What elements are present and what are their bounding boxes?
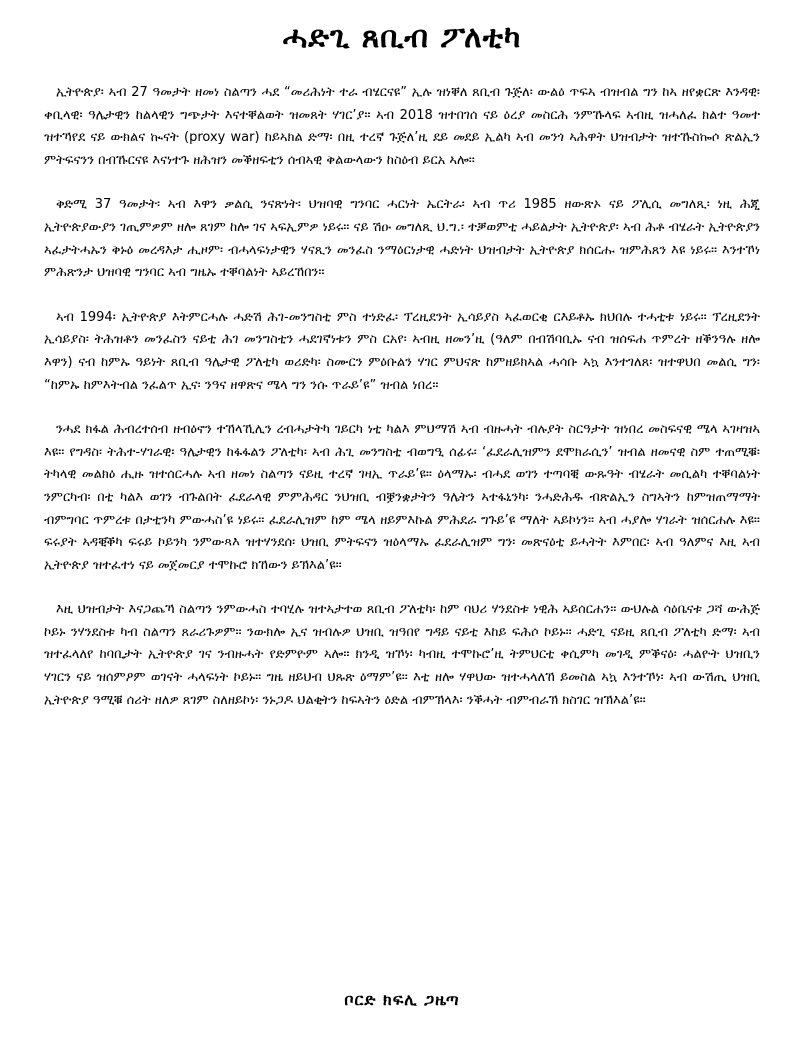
paragraph-5: እዚ ህዝብታት እናጋጨኻ ስልጣን ንምውሓስ ተባሂሉ ዝተኣታተወ ጸቢብ ፖለቲካ፡ ከም ባህሪ ሃንደስቱ ነዊሕ ኣይሰርሐን። ውህሉል ሳዕቤናቱ ጋሻ ውሕጅ ኮይኑ ንሃንደስቱ ካብ ስልጣን ጸራሪጉዎም። ንውክሎ ኢና ዝብሉዎ ህዝቢ ዝዓበየ ግዳይ ናይቲ እከይ ፍሕሶ ኮይኑ። ሓድጊ ናይዚ ጸቢብ ፖለቲካ ድማ፡ ኣብ ዝተፈላለየ ከባቢታት ኢትዮጵያ ገና ንብዙሓት የድምዮም ኣሎ። ክንዲ ዝኾነ፡ ካብዚ ተሞኩሮ’ዚ ትምህርቲ ቀሲምካ መገዲ ምቕናዕ፡ ሓልዮት ህዝቢን ሃገርን ናይ ዝሰምዖም ወገናት ሓላፍነት ኮይኑ። ግዜ ዘይህብ ህጹጽ ዕማም’ዩ። እቲ ዘሎ ሃዋህው ዝተሓላለኸ ይመስል ኣኳ እንተኾነ፡ ኣብ ውሽጢ ህዝቢ ኢትዮጵያ ዓሚቑ ሰሪት ዘለዎ ጸገም ስለዘይኮነ፡ ንኑጋዶ ህልቂትን ከፍኣትን ዕድል ብምኽላእ፡ ንቕሓት ብምብራኽ ክስገር ዝኽእል’ዩ። xyxy=(44,602,760,708)
paragraph-1: ኢትዮጵያ፡ ኣብ 27 ዓመታት ዘመነ ስልጣን ሓደ “መሪሕነት ተራ ብሄርናዩ” ኢሉ ዝነቐለ ጸቢብ ጉጅለ፡ ውልዕ ጥፍኣ ብዝብል ግን ከኣ ዘየቋርጽ እንዳዊ፡ ቀቢላዊ፡ ዓሌታዊን ከልላዊን ግጭታት እናተቐልወት ዝመጸት ሃገር’ያ። ኣብ 2018 ዝተበገሰ ናይ ዕረያ መስርሕ ንምኹላፍ ኣብዚ ዝሓለፈ ክልተ ዓመተ ዝተኻየደ ናይ ውክልና ኲናት (proxy war) ከይኣክል ድማ፡ በዚ ተረኛ ጉጅለ’ዚ ደይ መደይ ኢልካ ኣብ መንጎ ኣሕዋት ህዝብታት ዝተኹስኰሶ ጽልኢን ምትፍናንን በብኹርናዩ እናነተጉ ዘሕዝን መቕዘፍቲን ሰብኣዊ ቅልውላውን ከስዕብ ይርአ ኣሎ። xyxy=(44,85,760,168)
paragraph-4: ንሓደ ክፋል ሕብረተሰብ ዘብዕኖን ተኸላኺሊን ረብሓታትካ ገይርካ ነቲ ካልእ ምህማሽ ኣብ ብዙሓት ብሉያት ስርዓታት ዝነበረ መስፍናዊ ሜላ ኣገዛዝኣ እዩ። የግዳስ፡ ትሕተ-ሃገራዊ፡ ዓሌታዊን ከፋፋልን ፖለቲካ፡ ኣብ ሕጊ መንግስቲ ብወግዒ ሰፊሩ፡ ‘ፈደራሊዝምን ደሞክራሲን’ ዝብል ዘመናዊ ስም ተጠሚቑ፡ ትካላዊ መልክዕ ሒዙ ዝተሰርሓሉ ኣብ ዘመነ ስልጣን ናይዚ ተረኛ ገዛኢ ጥራይ’ዩ። ዕላማኡ፡ ብሓደ ወገን ተጣባቒ ውጹዓት ብሄራት መሲልካ ተቐባልነት ንምርካብ፡ በቲ ካልእ ወገን ብጉልበት ፈደራላዊ ምምሕዳር ንህዝቢ ብቛንቋታትን ዓሌትን ኣተፋኒንካ፡ ንሓድሕዱ ብጽልኢን ስግኣትን ከምዝጠማማት ብምግባር ጥምረቱ በታቲንካ ምውሓስ’ዩ ነይሩ። ፈደራሊዝም ከም ሜላ ዘይምእኩል ምሕደራ ግጉይ’ዩ ማለት ኣይኮነን። ኣብ ሓያሎ ሃገራት ዝሰርሐሉ እዩ። ፍሩያት ኣዳቒቕካ ፍሩይ ኮይንካ ንምውጻእ ዝተሃንደሰ፡ ህዝቢ ምትፍናን ዝዕላማኡ ፈደራሊዝም ግን፡ መጽናዕቲ ይሓትት እምበር፡ ኣብ ዓለምና እዚ ኣብ ኢትዮጵያ ዝተፈተነ ናይ መጀመርያ ተሞኩሮ ክኸውን ይኽእል’ዩ። xyxy=(44,422,760,573)
document-page xyxy=(44,0,760,1038)
signature: ቦርድ ክፍሊ ጋዜጣ xyxy=(344,990,460,1009)
paragraph-2: ቅድሚ 37 ዓመታት፡ ኣብ እዋን ቃልሲ ንናጽነት፡ ህዝባዊ ግንባር ሓርነት ኤርትራ፡ ኣብ ጥሪ 1985 ዘውጽኦ ናይ ፖሊሲ መግለጺ፡ ነዚ ሕጂ ኢትዮጵያውያን ገጢምዎም ዘሎ ጸገም ከሎ ገና ኣፍኢምዎ ነይሩ። ናይ ሽዑ መግለጺ ህ.ግ.፡ ተቓወምቲ ሓይልታት ኢትዮጵያ፡ ኣብ ሕቶ ብሄራት ኢትዮጵያን ኣፈታትሓኡን ቅኑዕ መረዳእታ ሒዞም፡ ብሓላፍነታዊን ሃናጺን መንፈስ ንማዕርነታዊ ሓድነት ህዝብታት ኢትዮጵያ ክሰርሑ ዝምሕጸን እዩ ነይሩ። እንተኾነ ምሕጽንታ ህዝባዊ ግንባር ኣብ ግዜኡ ተቐባልነት ኣይረኸበን። xyxy=(44,197,760,281)
paragraph-3: ኣብ 1994፡ ኢትዮጵያ እትምርሓሉ ሓድሽ ሕገ-መንግስቲ ምስ ተነድፈ፡ ፕረዚደንት ኢሳይያስ ኣፈወርቂ ርእይቶኡ ክህበሉ ተሓቲቱ ነይሩ። ፕረዚደንት ኢሳይያስ፡ ትሕዝቶን መንፈስን ናይቲ ሕገ መንግስቲን ሓደገኛነቱን ምስ ርአየ፡ ኣብዚ ዘመን’ዚ (ዓለም በብሽባቢኡ ናብ ዝሰፍሐ ጥምረት ዘቕንዓሉ ዘሎ እዋን) ናብ ከምኡ ዓይነት ጸቢብ ዓሌታዊ ፖለቲካ ወሪድካ፡ ስሙርን ምዕቡልን ሃገር ምህናጽ ከምዘይክኣል ሓሳቡ ኣኳ እንተገለጸ፡ ዝተዋህበ መልሲ ግን፡ “ከምኡ ከምእትብል ንፈልጥ ኢና፡ ንዓና ዘዋጽና ሜላ ግን ንሱ ጥራይ’ዩ” ዝብል ነበረ። xyxy=(44,309,760,393)
document-title: ሓድጊ ጸቢብ ፖለቲካ xyxy=(282,20,522,55)
